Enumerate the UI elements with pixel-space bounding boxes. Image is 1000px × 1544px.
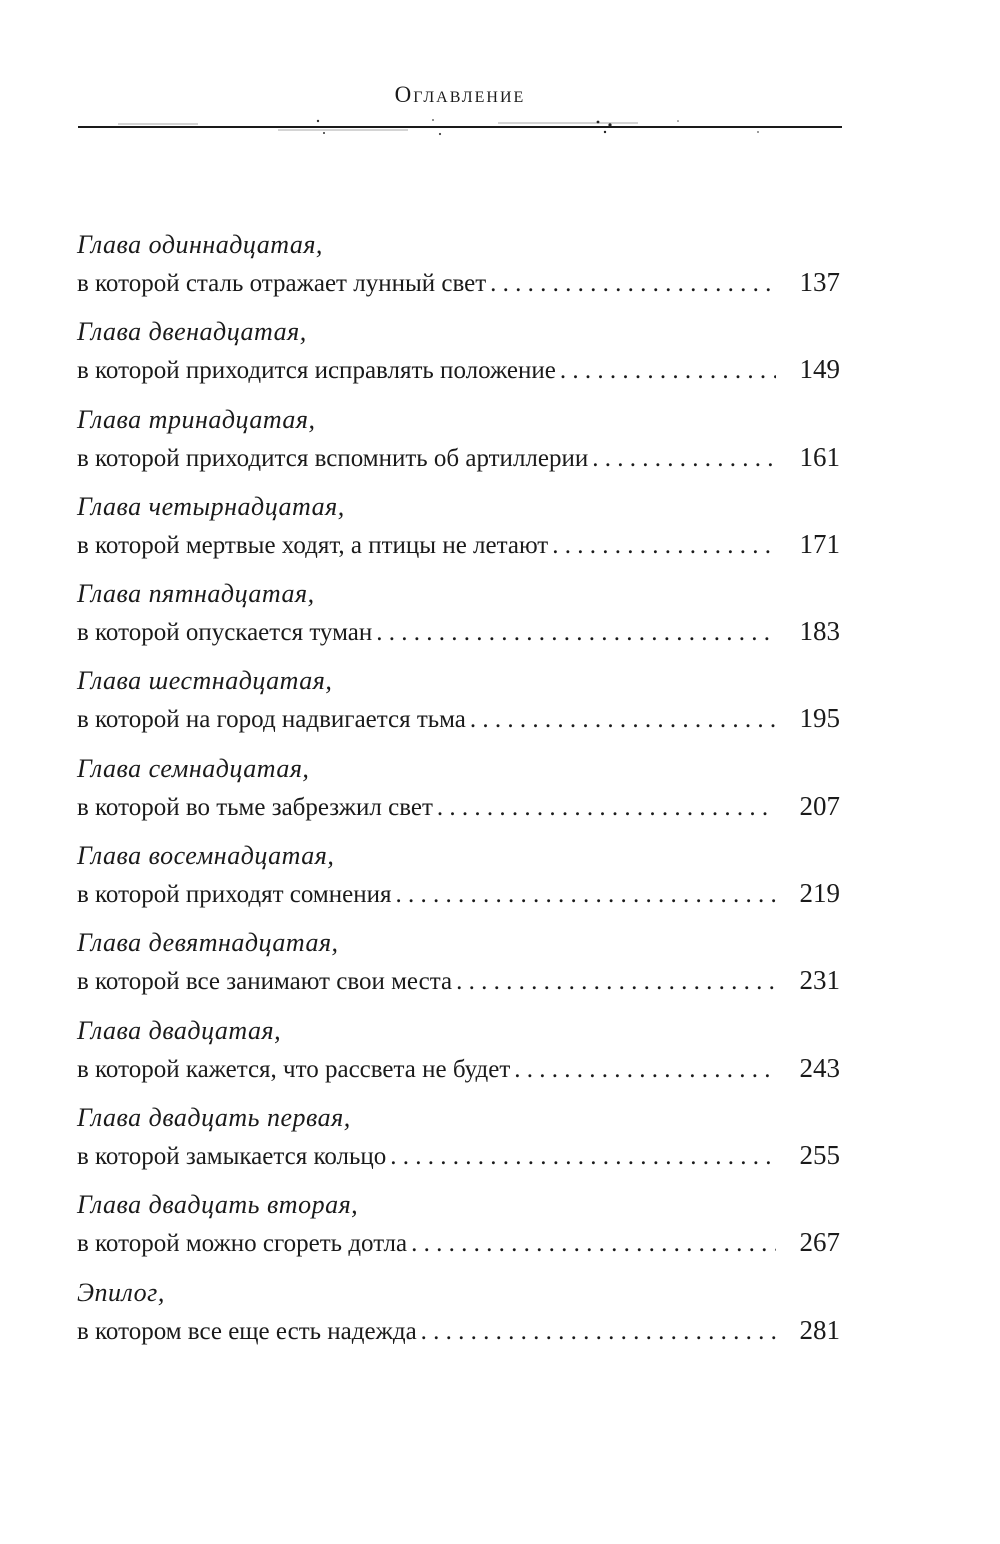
chapter-line (77, 1226, 840, 1260)
chapter-line (77, 877, 840, 911)
dot-leader (470, 704, 776, 736)
chapter-subtitle: в которой можно сгореть дотла (77, 1230, 408, 1258)
chapter-subtitle: в которой на город надвигается тьма (77, 706, 466, 734)
chapter-line (77, 1314, 840, 1348)
page-number: 171 (799, 528, 840, 559)
chapter-subtitle: в которой приходится исправлять положение (77, 357, 556, 385)
toc-entry[interactable] (77, 666, 840, 753)
toc-entry[interactable] (77, 1016, 840, 1103)
dot-leader (592, 443, 776, 475)
chapter-line (77, 964, 840, 998)
page-number: 231 (799, 965, 840, 996)
chapter-line (77, 1052, 840, 1086)
chapter-line (77, 615, 840, 649)
chapter-line (77, 528, 840, 562)
chapter-subtitle: в которой приходят сомнения (77, 881, 392, 909)
toc-entry[interactable] (77, 405, 840, 492)
dot-leader (421, 1316, 776, 1348)
dot-leader (552, 530, 776, 562)
toc-entry[interactable] (77, 754, 840, 841)
toc-entry[interactable] (77, 1278, 840, 1365)
page-number: 183 (799, 616, 840, 647)
chapter-title: Глава двадцатая, (77, 1015, 282, 1045)
page-number: 137 (799, 267, 840, 297)
dot-leader (437, 792, 776, 824)
chapter-subtitle: в которой сталь отражает лунный свет (77, 270, 487, 297)
page-number: 207 (799, 790, 840, 821)
dot-leader (514, 1054, 776, 1086)
chapter-subtitle: в которой кажется, что рассвета не будет (77, 1055, 511, 1083)
chapter-title: Глава семнадцатая, (77, 753, 310, 783)
dot-leader (560, 355, 776, 387)
page-number: 219 (799, 878, 840, 909)
chapter-subtitle: в которой приходится вспомнить об артиллерии (77, 444, 589, 472)
chapter-title: Глава двенадцатая, (77, 317, 307, 347)
chapter-title: Глава двадцать вторая, (77, 1190, 359, 1220)
chapter-line (77, 441, 840, 475)
page-number: 255 (799, 1139, 840, 1170)
chapter-title: Глава шестнадцатая, (77, 666, 333, 696)
dot-leader (490, 268, 776, 300)
chapter-subtitle: в котором все еще есть надежда (77, 1317, 417, 1345)
toc-entry[interactable] (77, 579, 840, 666)
chapter-title: Глава четырнадцатая, (77, 491, 345, 521)
toc-entry[interactable] (77, 928, 840, 1015)
toc-entry[interactable] (77, 492, 840, 579)
ornamental-rule (78, 112, 842, 142)
chapter-subtitle: в которой мертвые ходят, а птицы не летают (77, 531, 549, 559)
chapter-line (77, 702, 840, 736)
page-number: 281 (799, 1314, 840, 1345)
chapter-title: Глава двадцать первая, (77, 1102, 351, 1132)
chapter-title: Глава девятнадцатая, (77, 928, 339, 958)
chapter-line (77, 266, 840, 300)
chapter-subtitle: в которой все занимают свои места (77, 968, 453, 996)
toc-entry[interactable] (77, 1103, 840, 1190)
chapter-subtitle: в которой опускается туман (77, 619, 373, 647)
page-number: 149 (799, 354, 840, 385)
page-number: 267 (799, 1227, 840, 1258)
toc-entry[interactable] (77, 230, 840, 317)
dot-leader (376, 617, 776, 649)
chapter-title: Глава пятнадцатая, (77, 579, 315, 609)
chapter-title: Эпилог, (77, 1277, 165, 1307)
toc-entry[interactable] (77, 317, 840, 404)
table-of-contents (77, 230, 840, 1365)
toc-entry[interactable] (77, 841, 840, 928)
page-title: Оглавление (394, 82, 526, 107)
chapter-title: Глава тринадцатая, (77, 404, 316, 434)
dot-leader (456, 966, 776, 998)
chapter-subtitle: в которой замыкается кольцо (77, 1142, 387, 1170)
page-number: 161 (799, 441, 840, 472)
chapter-line (77, 353, 840, 387)
chapter-title: Глава одиннадцатая, (77, 230, 323, 259)
page-number: 195 (799, 703, 840, 734)
toc-entry[interactable] (77, 1190, 840, 1277)
dot-leader (395, 879, 776, 911)
chapter-subtitle: в которой во тьме забрезжил свет (77, 793, 433, 821)
page-number: 243 (799, 1052, 840, 1083)
chapter-line (77, 1139, 840, 1173)
chapter-title: Глава восемнадцатая, (77, 841, 335, 871)
dot-leader (390, 1141, 776, 1173)
dot-leader (411, 1228, 776, 1260)
chapter-line (77, 790, 840, 824)
